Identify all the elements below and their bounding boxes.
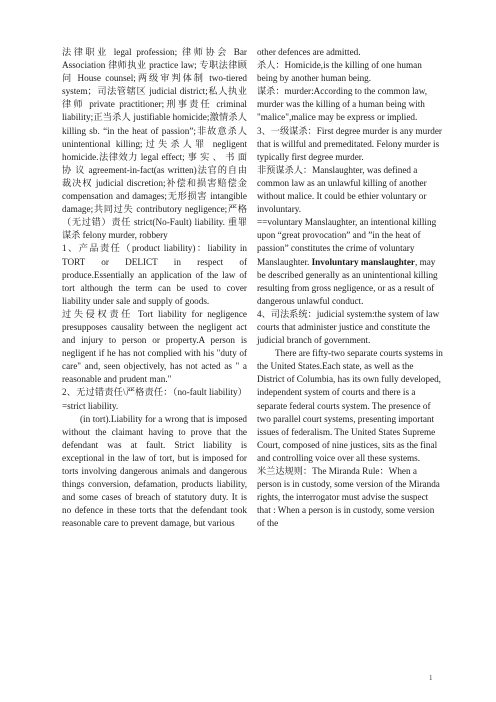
right-column	[257, 46, 443, 530]
paragraph-negligence: 过失侵权责任 Tort liability for negligence presupposes causality between the negligent act and injury to person or property.A person is negligent if he has not complied with his "duty of care" and, seen objectively, has not acted as " a reasonable and prudent man."	[62, 308, 247, 385]
paragraph-miranda: 米兰达规则：The Miranda Rule：When a person is in custody, some version of the Miranda rights, the interrogator must advise the suspect that : When a person is in custody, some version of the	[257, 466, 440, 529]
paragraph-product-liability: 1、产品责任（product liability)：liability in TORT or DELICT in respect of produce.Essentially an application of the law of tort although the term can be used to cover liability under sale and supply of goods.	[62, 243, 247, 306]
paragraph-no-fault-heading: 2、无过错责任\严格责任：（no-fault liability）=strict liability.	[62, 387, 247, 411]
paragraph-homicide: 杀人：Homicide,is the killing of one human being by another human being.	[257, 60, 422, 84]
page-number: 1	[429, 674, 433, 682]
paragraph-court-systems: There are fifty-two separate courts systems in the United States.Each state, as well as the District of Columbia, has its own fully developed, independent system of courts and there is a separate federal courts system. The presence of two parallel court systems, presenting important issues of federalism. The United States Supreme Court, composed of nine justices, sits as the final and controlling voice over all these systems.	[257, 348, 443, 463]
paragraph-glossary: 法律职业 legal profession; 律师协会 Bar Association 律师执业 practice law; 专职法律顾问 House counsel;两级审判体制 two-tiered system；司法管辖区 judicial district;私人执业律师 private practitioner;刑事责任 criminal liability;正当杀人 justifiable homicide;激情杀人 killing sb. “in the heat of passion”;非故意杀人 unintentional killing;过失杀人罪 negligent homicide.法律效力 legal effect; 事 实 、 书 面 协 议 agreement-in-fact(as written)法官的自由裁决权 judicial discretion;补偿和损害赔偿金 compensation and damages;无形损害 intangible damage;共同过失 contributory negligence;严格（无过错）责任 strict(No-Fault) liability. 重罪谋杀 felony murder, robbery	[62, 47, 247, 241]
involuntary-term: Involuntary manslaughter	[311, 256, 415, 267]
paragraph-manslaughter: 非预谋杀人：Manslaughter, was defined a common law as an unlawful killing of another without malice. It could be ethier voluntary or involuntary.	[257, 164, 427, 215]
paragraph-murder: 谋杀：murder:According to the common law, murder was the killing of a human being with "malice",malice may be express or implied.	[257, 86, 428, 123]
paragraph-strict-liability: (in tort).Liability for a wrong that is imposed without the claimant having to prove that the defendant was at fault. Strict liability is exceptional in the law of tort, but is imposed for torts involving dangerous animals and dangerous things conversion, defamation, products liability, and some cases of breach of statutory duty. It is no defence in these torts that the defendant took reasonable care to prevent damage, but various	[62, 413, 247, 529]
voluntary-text: ==voluntary Manslaughter, an intentional killing upon “great provocation” and ”in the heat of passion” constitutes the crime of voluntary Manslaughter.	[257, 217, 437, 267]
paragraph-defences: other defences are admitted.	[257, 47, 361, 57]
left-column	[62, 46, 247, 530]
involuntary-text: , may be described generally as an unintentional killing resulting from gross negligence, or as a result of dangerous unlawful conduct.	[257, 256, 438, 306]
paragraph-voluntary-manslaughter	[257, 216, 443, 308]
paragraph-first-degree: 3、一级谋杀：First degree murder is any murder that is willful and premeditated. Felony murder is typically first degree murder.	[257, 125, 442, 162]
paragraph-judicial-system: 4、司法系统：judicial system:the system of law courts that administer justice and constitute the judicial branch of government.	[257, 308, 440, 346]
